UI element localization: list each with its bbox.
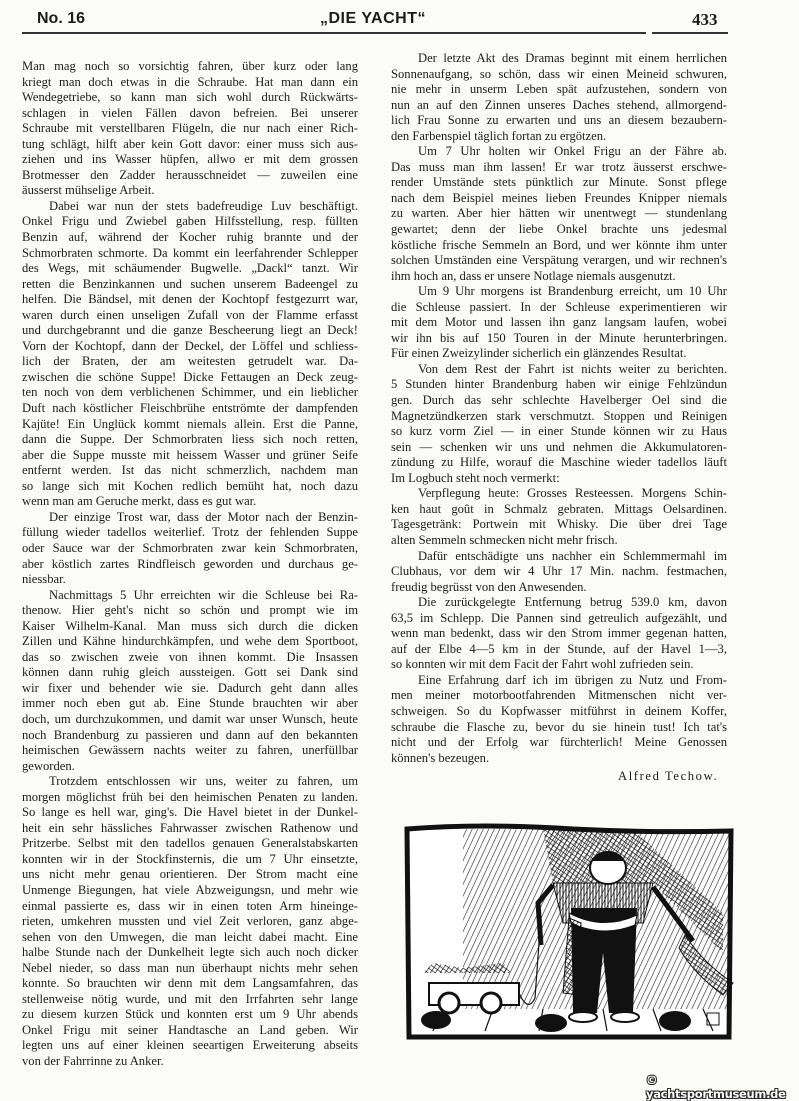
text-line: Duft nach köstlicher Fleischbrühe entströmte der dampfenden — [22, 401, 358, 416]
text-line: wenn man am Geruche merkt, dass es gut war. — [22, 494, 257, 509]
text-line: von der Fahrrinne zu Anker. — [22, 1054, 164, 1068]
text-line: wenn man bedenkt, dass wir den Strom immer gegenan hatten, — [391, 626, 727, 641]
text-line: zündung zu Hilfe, worauf die Maschine wieder tadellos läuft — [391, 455, 727, 470]
text-line: Der letzte Akt des Dramas beginnt mit einem herrlichen — [418, 51, 727, 65]
text-line: Für einen Zweizylinder sicherlich ein glänzendes Resultat. — [391, 346, 687, 361]
text-line: alten Semmeln schmecken nicht mehr frisch. — [391, 532, 618, 547]
text-line: so lange sich mit Kochen redlich bemüht hat, noch dazu — [22, 478, 358, 493]
text-line: Der einzige Trost war, dass der Motor nach der Benzin- — [49, 509, 358, 524]
text-line: Schmorbraten schmorte. Da kommt ein leerfahrender Schlepper — [22, 245, 358, 260]
magazine-title: „DIE YACHT“ — [320, 10, 426, 27]
header-rule — [22, 32, 646, 34]
text-line: Dafür entschädigte uns nachher ein Schlemmermahl im — [418, 548, 727, 563]
text-line: lich Frau Sonne zu erwarten und uns an diesem bezaubern- — [391, 113, 727, 128]
left-column — [22, 59, 358, 1070]
text-line: immer noch eben gut ab. Eine Stunde brauchten wir aber — [22, 696, 358, 711]
text-line: nie mehr in unserm Leben spät aufzustehen, sondern von — [391, 82, 727, 97]
floor-tiles-icon — [409, 1009, 729, 1032]
page-number: 433 — [692, 10, 718, 29]
text-line: schlagen in vielen Fällen davon befreien. Bei unserer — [22, 105, 358, 120]
text-line: heit ein sehr hässliches Fahrwasser zwischen Rathenow und — [22, 820, 358, 835]
text-line: Brotmesser den Zadder herausschneidet — zuweilen eine — [22, 167, 358, 182]
text-line: Wendegetriebe, so kann man sich wohl durch Rückwärts- — [22, 90, 358, 105]
text-line: Um 9 Uhr morgens ist Brandenburg erreicht, um 10 Uhr — [418, 284, 727, 299]
text-line: render Umstände stets pünktlich zur Minute. Sonst pflege — [391, 175, 727, 190]
text-line: retten die Benzinkannen und suchen unserem Badeengel zu — [22, 276, 358, 291]
text-line: niessbar. — [22, 572, 66, 587]
text-line: aber die Suppe musste mit heissem Wasser und grüner Seife — [22, 447, 358, 462]
text-line: entfernt werden. Ist das nicht schmerzlich, nachdem man — [22, 463, 358, 478]
text-line: zu diesem kurzen Stück und konnten erst um 9 Uhr abends — [22, 1007, 358, 1022]
text-line: Eine Erfahrung darf ich im übrigen zu Nutz und From- — [418, 672, 727, 687]
text-line: ken haut goût in Schmalz gebraten. Mittags Oelsardinen. — [391, 501, 727, 516]
text-line: doch, um durchzukommen, und damit war unser Wunsch, heute — [22, 711, 358, 726]
text-line: Von dem Rest der Fahrt ist nichts weiter zu berichten. — [418, 361, 727, 376]
text-line: Dabei war nun der stets badefreudige Luv beschäftigt. — [49, 198, 358, 213]
author-signature: Alfred Techow. — [618, 769, 719, 783]
text-line: geworden. — [22, 758, 75, 773]
text-line: können dann ruhig gleich aussteigen. Gott sei Dank sind — [22, 665, 358, 680]
text-line: legten uns auf einer kleinen seeartigen Erweiterung abseits — [22, 1038, 358, 1053]
text-line: konnte. So brauchten wir denn mit dem Langsamfahren, das — [22, 976, 358, 991]
text-line: zwischen die schöne Suppe! Dicke Fettaugen an Deck zeug- — [22, 369, 358, 384]
text-line: den Farbenspiel täglich fortan zu ergötzen. — [391, 128, 607, 143]
text-line: zu warten. Aber hier hätten wir unentwegt — stundenlang — [391, 206, 727, 221]
text-line: so konnten wir mit dem Facit der Fahrt wohl zufrieden sein. — [391, 657, 694, 672]
text-line: nicht und der Erfolg war fürchterlich! Meine Genossen — [391, 735, 727, 750]
text-line: das so zwischen zweie von ihnen kommt. Die Insassen — [22, 649, 358, 664]
text-line: Zillen und Kähne hindurchkämpfen, und wehe dem Sportboot, — [22, 634, 358, 649]
text-line: solchen Umständen eine Verspätung verargen, und wir rechnen's — [391, 253, 727, 268]
text-line: gewartet; denn der liebe Onkel brachte uns jedesmal — [391, 222, 727, 237]
text-line: Tagesgetränk: Portwein mit Whisky. Die über drei Tage — [391, 517, 727, 532]
text-line: und durchgebrannt und die ganze Bescheerung liegt an Deck! — [22, 323, 358, 338]
text-line: Verpflegung heute: Grosses Resteessen. Morgens Schin- — [418, 486, 727, 501]
text-line: sein — schenken wir uns und nehmen die Akkumulatoren- — [391, 439, 727, 454]
text-line: köstliche frische Semmeln an Bord, und wer könnte ihm unter — [391, 237, 727, 252]
text-line: aber köstlich zartes Rindfleisch geworden und durchaus ge- — [22, 556, 358, 571]
text-line: 63,5 im Schlepp. Die Pannen sind getreulich aufgezählt, und — [391, 610, 727, 625]
text-line: Onkel Frigu mit seiner Handtasche an Land geben. Wir — [22, 1022, 358, 1037]
text-line: uns nicht mehr genau orientieren. Der Strom macht eine — [22, 867, 358, 882]
text-line: helfen. Die Bändsel, mit denen der Kochtopf festgezurrt war, — [22, 292, 358, 307]
text-line: ten noch von dem verblichenen Schimmer, und ein lieblicher — [22, 385, 358, 400]
text-line: so kurz vorm Ziel — in einer Stunde können wir zu Haus — [391, 424, 727, 439]
text-line: wir fixer und behender wie sie. Dadurch geht dann alles — [22, 680, 358, 695]
text-line: men meiner motorbootfahrenden Mitmenschen nicht ver- — [391, 688, 727, 703]
woodcut-illustration — [403, 823, 735, 1043]
issue-number: No. 16 — [37, 10, 86, 27]
watermark: © yachtsportmuseum.de — [646, 1073, 786, 1101]
text-line: auf der Elbe 4—5 km in der Stunde, auf der Havel 1—3, — [391, 641, 727, 656]
text-line: schweigen. So du Kopfwasser mitführst in deinem Koffer, — [391, 703, 727, 718]
text-line: So lange es hell war, ging's. Die Havel bietet in der Dunkel- — [22, 805, 358, 820]
text-line: Nachmittags 5 Uhr erreichten wir die Schleuse bei Ra- — [49, 587, 358, 602]
text-line: waren durch einen unseligen Zufall von der Flamme erfasst — [22, 307, 358, 322]
text-line: thenow. Hier geht's nicht so schön und prompt wie im — [22, 603, 358, 618]
text-line: Magnetzündkerzen stark verschmutzt. Stoppen und Reinigen — [391, 408, 727, 423]
text-line: einmal passierte es, dass wir in einen toten Arm hineinge- — [22, 898, 358, 913]
text-line: heimischen Gewässern nachts weiter zu fahren, unerfüllbar — [22, 743, 358, 758]
text-line: nach dem Beispiel meines lieben Freundes Knipper niemals — [391, 190, 727, 205]
text-line: Trotzdem entschlossen wir uns, weiter zu fahren, um — [49, 774, 358, 789]
text-line: noch Brandenburg zu passieren und dann auf den bekannten — [22, 727, 358, 742]
text-line: des Wegs, mit schäumender Bugwelle. „Dackl“ tanzt. Wir — [22, 261, 358, 276]
text-line: morgen möglichst früh bei den heimischen Penaten zu landen. — [22, 789, 358, 804]
text-line: schraube die Flasche zu, bevor du sie hinein tust! Ich tat's — [391, 719, 727, 734]
text-line: Schraube mit verstellbaren Flügeln, die nur nach einer Rich- — [22, 121, 358, 136]
text-line: Die zurückgelegte Entfernung betrug 539.0 km, davon — [418, 595, 727, 610]
text-line: kriegt man doch etwas in die Schraube. Hat man dann ein — [22, 74, 358, 89]
text-line: rieten, umkehren mussten und viel Zeit verloren, ganz abge- — [22, 914, 358, 929]
text-line: Sonnenaufgang, so schön, dass wir einen Meineid schwuren, — [391, 66, 727, 81]
text-line: die Schleuse passiert. In der Schleuse experimentieren wir — [391, 299, 727, 314]
text-line: Onkel Frigu und Zwiebel gaben Hilfsstellung, resp. füllten — [22, 214, 358, 229]
text-line: Man mag noch so vorsichtig fahren, über kurz oder lang — [22, 59, 358, 73]
text-line: konnten wir in der Stockfinsternis, die um 7 Uhr einsetzte, — [22, 851, 358, 866]
text-line: Kaiser Wilhelm-Kanal. Man muss sich durch die dicken — [22, 618, 358, 633]
text-line: wir ihn bis auf 150 Touren in der Minute herunterbringen. — [391, 330, 727, 345]
text-line: Im Logbuch steht noch vermerkt: — [391, 470, 560, 485]
text-line: stellenweise nötig wurde, und mit den Irrfahrten sehr lange — [22, 991, 358, 1006]
text-line: lich der Braten, der am weitesten getrudelt war. Da- — [22, 354, 358, 369]
text-line: nun an auf den Zinnen unseres Daches stehend, allmorgend- — [391, 97, 727, 112]
text-line: Clubhaus, vor dem wir 4 Uhr 17 Min. nachm. festmachen, — [391, 564, 727, 579]
text-line: können's bezeugen. — [391, 750, 490, 765]
text-line: sehen von den Umwegen, die man leicht dabei macht. Eine — [22, 929, 358, 944]
text-line: ziehen und ins Wasser hüpfen, allwo er mit dem grossen — [22, 152, 358, 167]
text-line: halbe Stunde nach der Dunkelheit legte sich auch noch dicker — [22, 945, 358, 960]
text-line: gen. Durch das sehr schlechte Havelberger Oel sind die — [391, 393, 727, 408]
text-line: Unmenge Biegungen, hat viele Abzweigungsn, und mehr wie — [22, 882, 358, 897]
text-line: Vorn der Kochtopf, dann der Deckel, der Löffel und schliess- — [22, 338, 358, 353]
text-line: Kajüte! Ein Unglück kommt niemals allein. Erst die Panne, — [22, 416, 358, 431]
text-line: Das muss man ihm lassen! Er war trotz äusserst erschwe- — [391, 159, 727, 174]
header-rule — [652, 32, 728, 34]
text-line: füllung wieder tadellos weiterlief. Trotz der fehlenden Suppe — [22, 525, 358, 540]
text-line: Pritzerbe. Selbst mit den tadellos genauen Generalstabskarten — [22, 836, 358, 851]
text-line: Um 7 Uhr holten wir Onkel Frigu an der Fähre ab. — [418, 144, 727, 159]
text-line: 5 Stunden hinter Brandenburg haben wir einige Fehlzündun — [391, 377, 727, 392]
text-line: dann die Suppe. Der Schmorbraten liess sich noch retten, — [22, 432, 358, 447]
text-line: Benzin auf, während der Kocher ruhig brannte und der — [22, 230, 358, 245]
text-line: freudig begrüsst von den Anwesenden. — [391, 579, 587, 594]
text-line: Nebel nieder, so dass man nun überhaupt nichts mehr sehen — [22, 960, 358, 975]
right-column — [391, 51, 727, 766]
text-line: äusserst mühselige Arbeit. — [22, 183, 155, 198]
text-line: ihm hoch an, dass er unsere Notlage niemals ausgenutzt. — [391, 268, 676, 283]
text-line: tung schlägt, hilft aber kein Gott davor: einer muss sich aus- — [22, 136, 358, 151]
text-line: mit dem Motor und lassen ihn ganz langsam laufen, wobei — [391, 315, 727, 330]
text-line: oder Sauce war der Schmorbraten zwar kein Schmorbraten, — [22, 540, 358, 555]
